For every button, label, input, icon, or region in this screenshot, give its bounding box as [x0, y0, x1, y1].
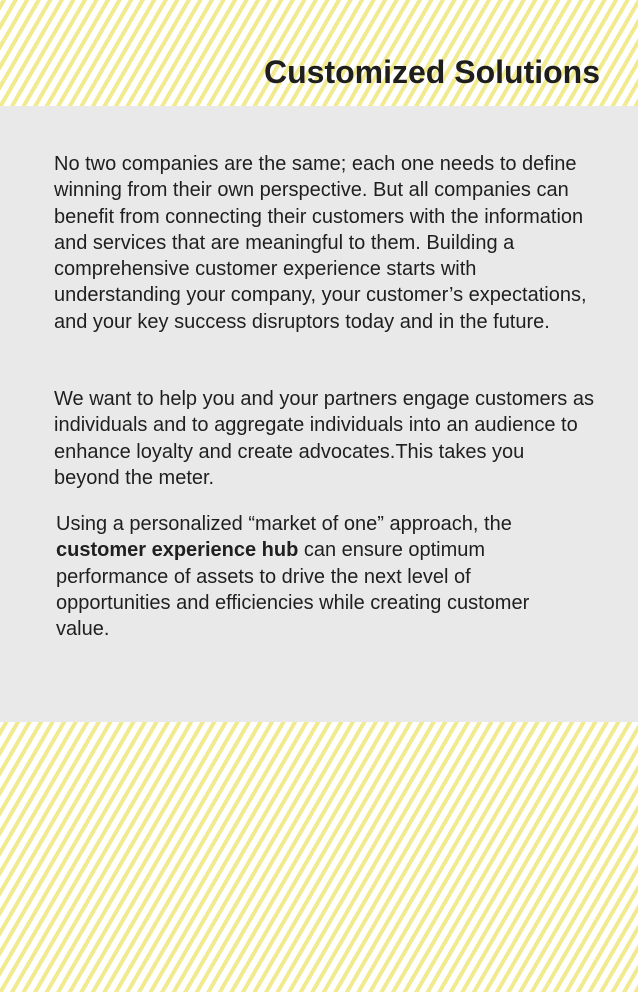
hub-paragraph	[56, 511, 556, 642]
engagement-paragraph: We want to help you and your partners engage customers as individuals and to aggregate individuals into an audience to enhance loyalty and create advocates.This takes you beyond the meter.	[54, 388, 594, 489]
page-title: Customized Solutions	[264, 54, 600, 90]
hub-paragraph-lead: Using a personalized “market of one” approach, the	[56, 513, 512, 535]
intro-paragraph: No two companies are the same; each one needs to define winning from their own perspective. But all companies can benefit from connecting their customers with the information and services that are meaningful to them. Building a comprehensive customer experience starts with understanding your company, your customer’s expectations, and your key success disruptors today and in the future.	[54, 153, 587, 333]
footer-stripe-band	[0, 722, 638, 992]
hub-paragraph-tail: can ensure optimum performance of assets to drive the next level of opportunities and efficiencies while creating customer value.	[56, 539, 530, 641]
hub-emphasis: customer experience hub	[56, 539, 299, 562]
